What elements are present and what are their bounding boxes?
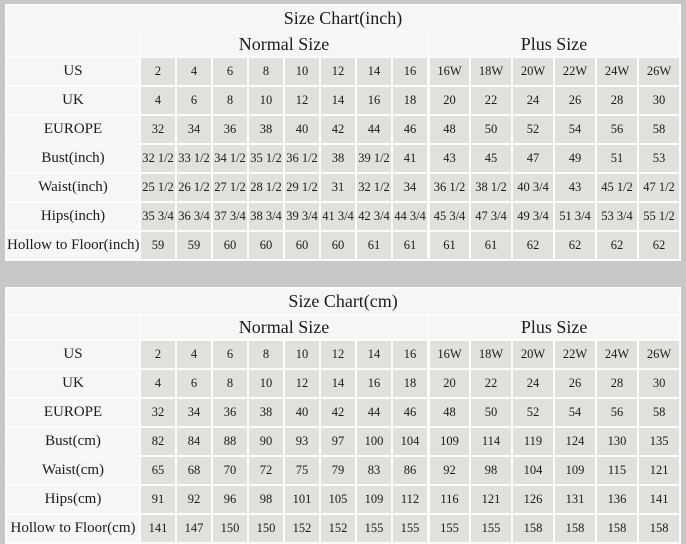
size-value-cell: 88 bbox=[213, 428, 247, 455]
row-label: Waist(inch) bbox=[7, 174, 139, 201]
size-value-cell: 14 bbox=[321, 87, 355, 114]
size-value-cell: 4 bbox=[177, 341, 211, 368]
size-value-cell: 46 bbox=[393, 399, 427, 426]
size-value-cell: 92 bbox=[177, 486, 211, 513]
size-value-cell: 116 bbox=[429, 486, 469, 513]
size-value-cell: 36 3/4 bbox=[177, 203, 211, 230]
size-value-cell: 59 bbox=[141, 232, 175, 259]
size-value-cell: 18 bbox=[393, 370, 427, 397]
size-value-cell: 51 3/4 bbox=[555, 203, 595, 230]
table-row bbox=[7, 116, 679, 143]
size-value-cell: 6 bbox=[213, 341, 247, 368]
size-value-cell: 26 1/2 bbox=[177, 174, 211, 201]
size-value-cell: 92 bbox=[429, 457, 469, 484]
size-value-cell: 8 bbox=[213, 87, 247, 114]
size-value-cell: 48 bbox=[429, 116, 469, 143]
size-value-cell: 98 bbox=[471, 457, 511, 484]
size-value-cell: 58 bbox=[639, 399, 679, 426]
size-value-cell: 16 bbox=[393, 341, 427, 368]
size-value-cell: 124 bbox=[555, 428, 595, 455]
title-row bbox=[7, 6, 679, 31]
size-value-cell: 12 bbox=[285, 87, 319, 114]
size-value-cell: 42 3/4 bbox=[357, 203, 391, 230]
size-value-cell: 32 bbox=[141, 116, 175, 143]
size-value-cell: 6 bbox=[213, 58, 247, 85]
size-value-cell: 14 bbox=[357, 58, 391, 85]
size-value-cell: 60 bbox=[321, 232, 355, 259]
size-value-cell: 65 bbox=[141, 457, 175, 484]
size-value-cell: 109 bbox=[555, 457, 595, 484]
size-value-cell: 34 bbox=[393, 174, 427, 201]
group-header-row bbox=[7, 33, 679, 56]
size-value-cell: 53 3/4 bbox=[597, 203, 637, 230]
size-value-cell: 45 1/2 bbox=[597, 174, 637, 201]
size-value-cell: 26W bbox=[639, 58, 679, 85]
table-row bbox=[7, 232, 679, 259]
size-value-cell: 20W bbox=[513, 58, 553, 85]
size-value-cell: 56 bbox=[597, 399, 637, 426]
size-chart-inch-table bbox=[5, 4, 681, 261]
size-value-cell: 55 1/2 bbox=[639, 203, 679, 230]
row-label: Bust(cm) bbox=[7, 428, 139, 455]
size-value-cell: 43 bbox=[555, 174, 595, 201]
size-value-cell: 75 bbox=[285, 457, 319, 484]
size-value-cell: 112 bbox=[393, 486, 427, 513]
size-value-cell: 42 bbox=[321, 116, 355, 143]
row-label: US bbox=[7, 341, 139, 368]
size-value-cell: 2 bbox=[141, 341, 175, 368]
size-value-cell: 50 bbox=[471, 399, 511, 426]
table-row bbox=[7, 341, 679, 368]
table-row bbox=[7, 87, 679, 114]
size-value-cell: 33 1/2 bbox=[177, 145, 211, 172]
size-value-cell: 62 bbox=[555, 232, 595, 259]
size-value-cell: 37 3/4 bbox=[213, 203, 247, 230]
corner-cell bbox=[7, 316, 139, 339]
size-value-cell: 136 bbox=[597, 486, 637, 513]
size-value-cell: 109 bbox=[429, 428, 469, 455]
size-value-cell: 105 bbox=[321, 486, 355, 513]
size-value-cell: 104 bbox=[513, 457, 553, 484]
size-value-cell: 28 1/2 bbox=[249, 174, 283, 201]
size-value-cell: 14 bbox=[357, 341, 391, 368]
size-value-cell: 22W bbox=[555, 58, 595, 85]
size-value-cell: 158 bbox=[597, 515, 637, 542]
size-value-cell: 47 3/4 bbox=[471, 203, 511, 230]
size-value-cell: 10 bbox=[249, 370, 283, 397]
size-value-cell: 155 bbox=[357, 515, 391, 542]
size-value-cell: 4 bbox=[177, 58, 211, 85]
size-value-cell: 42 bbox=[321, 399, 355, 426]
table-row bbox=[7, 174, 679, 201]
size-value-cell: 44 bbox=[357, 116, 391, 143]
size-value-cell: 30 bbox=[639, 370, 679, 397]
size-value-cell: 79 bbox=[321, 457, 355, 484]
size-value-cell: 86 bbox=[393, 457, 427, 484]
size-value-cell: 91 bbox=[141, 486, 175, 513]
size-value-cell: 84 bbox=[177, 428, 211, 455]
size-value-cell: 16W bbox=[429, 341, 469, 368]
size-value-cell: 48 bbox=[429, 399, 469, 426]
size-value-cell: 152 bbox=[321, 515, 355, 542]
size-value-cell: 121 bbox=[471, 486, 511, 513]
size-value-cell: 38 3/4 bbox=[249, 203, 283, 230]
size-value-cell: 18 bbox=[393, 87, 427, 114]
row-label: Hips(inch) bbox=[7, 203, 139, 230]
table-row bbox=[7, 428, 679, 455]
size-value-cell: 70 bbox=[213, 457, 247, 484]
size-value-cell: 121 bbox=[639, 457, 679, 484]
size-value-cell: 62 bbox=[597, 232, 637, 259]
size-value-cell: 52 bbox=[513, 399, 553, 426]
size-value-cell: 62 bbox=[639, 232, 679, 259]
size-value-cell: 36 1/2 bbox=[285, 145, 319, 172]
size-value-cell: 126 bbox=[513, 486, 553, 513]
size-value-cell: 115 bbox=[597, 457, 637, 484]
size-value-cell: 22 bbox=[471, 370, 511, 397]
size-value-cell: 38 bbox=[321, 145, 355, 172]
size-value-cell: 51 bbox=[597, 145, 637, 172]
size-value-cell: 6 bbox=[177, 87, 211, 114]
size-value-cell: 61 bbox=[393, 232, 427, 259]
size-value-cell: 28 bbox=[597, 87, 637, 114]
size-value-cell: 14 bbox=[321, 370, 355, 397]
size-value-cell: 155 bbox=[429, 515, 469, 542]
size-value-cell: 46 bbox=[393, 116, 427, 143]
size-value-cell: 32 1/2 bbox=[141, 145, 175, 172]
size-value-cell: 30 bbox=[639, 87, 679, 114]
table-row bbox=[7, 203, 679, 230]
size-value-cell: 26 bbox=[555, 370, 595, 397]
size-value-cell: 158 bbox=[555, 515, 595, 542]
size-value-cell: 12 bbox=[321, 341, 355, 368]
row-label: UK bbox=[7, 370, 139, 397]
size-value-cell: 93 bbox=[285, 428, 319, 455]
size-value-cell: 152 bbox=[285, 515, 319, 542]
table-row bbox=[7, 399, 679, 426]
size-value-cell: 98 bbox=[249, 486, 283, 513]
size-value-cell: 38 bbox=[249, 399, 283, 426]
size-value-cell: 40 3/4 bbox=[513, 174, 553, 201]
size-value-cell: 101 bbox=[285, 486, 319, 513]
size-value-cell: 32 bbox=[141, 399, 175, 426]
size-value-cell: 22W bbox=[555, 341, 595, 368]
size-value-cell: 130 bbox=[597, 428, 637, 455]
size-value-cell: 36 bbox=[213, 116, 247, 143]
size-value-cell: 18W bbox=[471, 58, 511, 85]
table-row bbox=[7, 370, 679, 397]
size-value-cell: 43 bbox=[429, 145, 469, 172]
size-value-cell: 50 bbox=[471, 116, 511, 143]
size-value-cell: 40 bbox=[285, 399, 319, 426]
size-value-cell: 72 bbox=[249, 457, 283, 484]
size-value-cell: 31 bbox=[321, 174, 355, 201]
size-value-cell: 10 bbox=[249, 87, 283, 114]
size-value-cell: 47 1/2 bbox=[639, 174, 679, 201]
size-value-cell: 26 bbox=[555, 87, 595, 114]
size-value-cell: 35 1/2 bbox=[249, 145, 283, 172]
size-value-cell: 16 bbox=[357, 370, 391, 397]
size-value-cell: 100 bbox=[357, 428, 391, 455]
size-value-cell: 16W bbox=[429, 58, 469, 85]
size-value-cell: 34 bbox=[177, 116, 211, 143]
plus-size-header: Plus Size bbox=[429, 316, 679, 339]
size-value-cell: 150 bbox=[213, 515, 247, 542]
size-value-cell: 12 bbox=[321, 58, 355, 85]
size-value-cell: 47 bbox=[513, 145, 553, 172]
size-value-cell: 135 bbox=[639, 428, 679, 455]
size-value-cell: 36 1/2 bbox=[429, 174, 469, 201]
size-value-cell: 53 bbox=[639, 145, 679, 172]
size-value-cell: 20 bbox=[429, 370, 469, 397]
size-value-cell: 131 bbox=[555, 486, 595, 513]
size-value-cell: 60 bbox=[249, 232, 283, 259]
size-value-cell: 119 bbox=[513, 428, 553, 455]
table-row bbox=[7, 145, 679, 172]
size-value-cell: 16 bbox=[393, 58, 427, 85]
table-row bbox=[7, 515, 679, 542]
row-label: US bbox=[7, 58, 139, 85]
group-header-row bbox=[7, 316, 679, 339]
size-value-cell: 34 1/2 bbox=[213, 145, 247, 172]
size-value-cell: 6 bbox=[177, 370, 211, 397]
size-value-cell: 104 bbox=[393, 428, 427, 455]
row-label: Hollow to Floor(cm) bbox=[7, 515, 139, 542]
size-value-cell: 52 bbox=[513, 116, 553, 143]
title-row bbox=[7, 289, 679, 314]
size-value-cell: 24W bbox=[597, 58, 637, 85]
size-value-cell: 26W bbox=[639, 341, 679, 368]
table-row bbox=[7, 486, 679, 513]
table-row bbox=[7, 58, 679, 85]
size-value-cell: 141 bbox=[141, 515, 175, 542]
size-value-cell: 54 bbox=[555, 399, 595, 426]
size-value-cell: 38 bbox=[249, 116, 283, 143]
size-value-cell: 45 bbox=[471, 145, 511, 172]
size-value-cell: 41 bbox=[393, 145, 427, 172]
size-value-cell: 59 bbox=[177, 232, 211, 259]
size-value-cell: 58 bbox=[639, 116, 679, 143]
size-value-cell: 29 1/2 bbox=[285, 174, 319, 201]
size-value-cell: 60 bbox=[285, 232, 319, 259]
size-value-cell: 83 bbox=[357, 457, 391, 484]
size-value-cell: 24W bbox=[597, 341, 637, 368]
size-value-cell: 41 3/4 bbox=[321, 203, 355, 230]
size-value-cell: 141 bbox=[639, 486, 679, 513]
row-label: Hips(cm) bbox=[7, 486, 139, 513]
size-value-cell: 8 bbox=[249, 58, 283, 85]
size-value-cell: 155 bbox=[471, 515, 511, 542]
size-value-cell: 24 bbox=[513, 370, 553, 397]
size-value-cell: 96 bbox=[213, 486, 247, 513]
size-value-cell: 10 bbox=[285, 341, 319, 368]
size-value-cell: 44 3/4 bbox=[393, 203, 427, 230]
size-chart-cm-table bbox=[5, 287, 681, 544]
size-value-cell: 158 bbox=[639, 515, 679, 542]
size-value-cell: 90 bbox=[249, 428, 283, 455]
size-value-cell: 24 bbox=[513, 87, 553, 114]
size-value-cell: 4 bbox=[141, 370, 175, 397]
size-value-cell: 62 bbox=[513, 232, 553, 259]
size-value-cell: 114 bbox=[471, 428, 511, 455]
normal-size-header: Normal Size bbox=[141, 33, 427, 56]
row-label: EUROPE bbox=[7, 116, 139, 143]
size-value-cell: 49 bbox=[555, 145, 595, 172]
corner-cell bbox=[7, 33, 139, 56]
size-value-cell: 39 1/2 bbox=[357, 145, 391, 172]
size-value-cell: 49 3/4 bbox=[513, 203, 553, 230]
row-label: Hollow to Floor(inch) bbox=[7, 232, 139, 259]
size-value-cell: 45 3/4 bbox=[429, 203, 469, 230]
size-value-cell: 34 bbox=[177, 399, 211, 426]
size-value-cell: 61 bbox=[357, 232, 391, 259]
row-label: UK bbox=[7, 87, 139, 114]
size-value-cell: 68 bbox=[177, 457, 211, 484]
size-value-cell: 27 1/2 bbox=[213, 174, 247, 201]
size-value-cell: 61 bbox=[471, 232, 511, 259]
size-value-cell: 60 bbox=[213, 232, 247, 259]
size-value-cell: 44 bbox=[357, 399, 391, 426]
size-value-cell: 10 bbox=[285, 58, 319, 85]
row-label: Bust(inch) bbox=[7, 145, 139, 172]
table-title: Size Chart(inch) bbox=[7, 6, 679, 31]
size-value-cell: 36 bbox=[213, 399, 247, 426]
size-value-cell: 8 bbox=[213, 370, 247, 397]
size-value-cell: 40 bbox=[285, 116, 319, 143]
size-value-cell: 61 bbox=[429, 232, 469, 259]
table-row bbox=[7, 457, 679, 484]
size-value-cell: 35 3/4 bbox=[141, 203, 175, 230]
size-value-cell: 147 bbox=[177, 515, 211, 542]
size-value-cell: 54 bbox=[555, 116, 595, 143]
size-value-cell: 20 bbox=[429, 87, 469, 114]
size-value-cell: 97 bbox=[321, 428, 355, 455]
size-value-cell: 18W bbox=[471, 341, 511, 368]
size-value-cell: 8 bbox=[249, 341, 283, 368]
row-label: Waist(cm) bbox=[7, 457, 139, 484]
row-label: EUROPE bbox=[7, 399, 139, 426]
size-value-cell: 28 bbox=[597, 370, 637, 397]
size-value-cell: 38 1/2 bbox=[471, 174, 511, 201]
size-value-cell: 4 bbox=[141, 87, 175, 114]
size-value-cell: 25 1/2 bbox=[141, 174, 175, 201]
size-value-cell: 150 bbox=[249, 515, 283, 542]
table-title: Size Chart(cm) bbox=[7, 289, 679, 314]
size-value-cell: 32 1/2 bbox=[357, 174, 391, 201]
size-value-cell: 22 bbox=[471, 87, 511, 114]
size-value-cell: 20W bbox=[513, 341, 553, 368]
size-value-cell: 16 bbox=[357, 87, 391, 114]
size-value-cell: 82 bbox=[141, 428, 175, 455]
size-value-cell: 155 bbox=[393, 515, 427, 542]
normal-size-header: Normal Size bbox=[141, 316, 427, 339]
size-value-cell: 56 bbox=[597, 116, 637, 143]
size-value-cell: 109 bbox=[357, 486, 391, 513]
size-value-cell: 158 bbox=[513, 515, 553, 542]
size-value-cell: 39 3/4 bbox=[285, 203, 319, 230]
plus-size-header: Plus Size bbox=[429, 33, 679, 56]
size-value-cell: 12 bbox=[285, 370, 319, 397]
size-value-cell: 2 bbox=[141, 58, 175, 85]
